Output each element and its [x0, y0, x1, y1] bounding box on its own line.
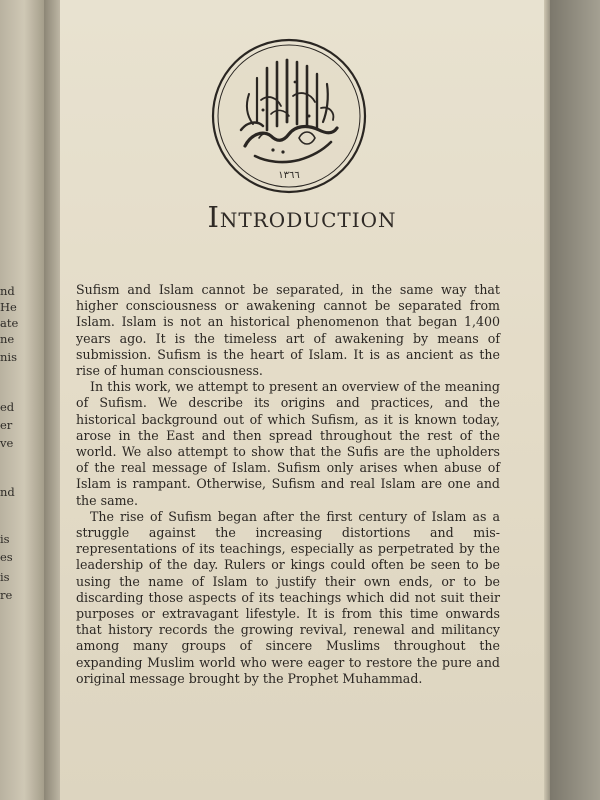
book-gutter [44, 0, 60, 800]
facing-page-fragment: es [0, 550, 13, 564]
facing-page-fragment: nis [0, 350, 17, 364]
paragraph-2: In this work, we attempt to present an overview of the meaning of Sufism. We describe its origins and practices, and the historical background out of which Sufism, as it is known today, arose in the East and then spread throughout the rest of the world. We also attempt to show that the Sufis are the upholders of the real message of Islam. Sufism only arises when abuse of Islam is rampant. Otherwise, Sufism and real Islam are one and the same. [76, 379, 500, 508]
facing-page-fragment: re [0, 588, 13, 602]
facing-page-fragment: ate [0, 316, 19, 330]
seal-year: ١٣٦٦ [278, 170, 300, 181]
facing-page-fragment: is [0, 532, 10, 546]
facing-page-fragment: ne [0, 332, 15, 346]
body-text [76, 282, 500, 687]
facing-page-fragment: is [0, 570, 10, 584]
background [550, 0, 600, 800]
facing-page-fragment: He [0, 300, 17, 314]
chapter-title: Introduction [207, 200, 397, 234]
facing-page-fragment: ed [0, 400, 15, 414]
facing-page-fragment: er [0, 418, 13, 432]
facing-page-edge [0, 0, 44, 800]
facing-page-fragment: ve [0, 436, 14, 450]
facing-page-fragment: nd [0, 485, 15, 499]
calligraphy-seal [211, 38, 367, 194]
facing-page-fragment: nd [0, 284, 15, 298]
paragraph-3: The rise of Sufism began after the first century of Islam as a struggle against the increasing distortions and mis-representations of its teachings, especially as perpetrated by the leadership of the day. Rulers or kings could often be seen to be using the name of Islam to justify their own ends, or to be discarding those aspects of its teachings which did not suit their purposes or extravagant lifestyle. It is from this time onwards that history records the growing revival, renewal and militancy among many groups of sincere Muslims throughout the expanding Muslim world who were eager to restore the pure and original message brought by the Prophet Muhammad. [76, 508, 500, 686]
paragraph-1: Sufism and Islam cannot be separated, in the same way that higher consciousness or awakening cannot be separated from Islam. Islam is not an historical phenomenon that began 1,400 years ago. It is the timeless art of awakening by means of submission. Sufism is the heart of Islam. It is as ancient as the rise of human consciousness. [76, 282, 500, 379]
